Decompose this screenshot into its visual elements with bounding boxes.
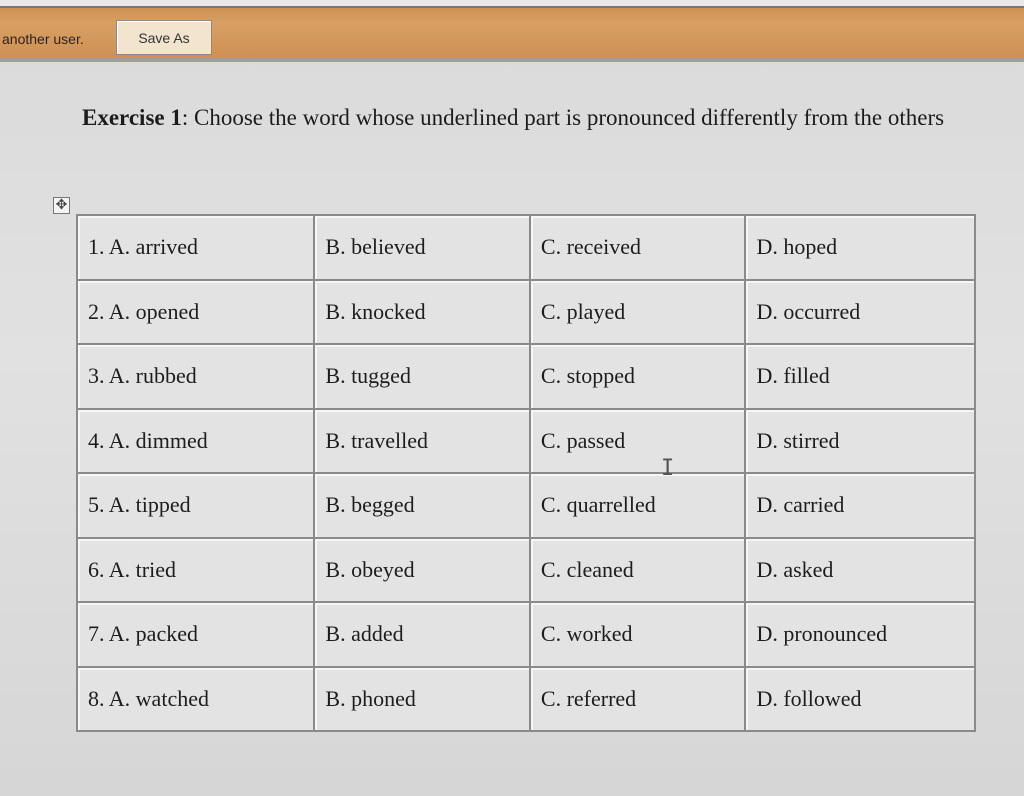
document-page[interactable] xyxy=(0,66,1024,796)
option-a-cell[interactable]: 2. A. opened xyxy=(77,280,314,345)
table-row xyxy=(77,409,975,474)
table-row xyxy=(77,473,975,538)
ribbon-edge xyxy=(0,0,1024,8)
notice-text: another user. xyxy=(2,31,84,47)
option-a-cell[interactable]: 6. A. tried xyxy=(77,538,314,603)
option-d-cell[interactable]: D. asked xyxy=(745,538,975,603)
text-cursor-icon: I xyxy=(661,456,675,481)
option-b-cell[interactable]: B. knocked xyxy=(314,280,530,345)
option-d-cell[interactable]: D. carried xyxy=(745,473,975,538)
option-b-cell[interactable]: B. tugged xyxy=(314,344,530,409)
option-c-cell[interactable]: C. quarrelled xyxy=(530,473,746,538)
option-c-cell[interactable]: C. referred xyxy=(530,667,746,732)
question-table xyxy=(76,214,976,732)
option-c-cell[interactable]: C. stopped xyxy=(530,344,746,409)
option-c-cell[interactable]: C. passed xyxy=(530,409,746,474)
option-d-cell[interactable]: D. filled xyxy=(745,344,975,409)
save-as-button[interactable]: Save As xyxy=(116,20,212,55)
option-b-cell[interactable]: B. phoned xyxy=(314,667,530,732)
table-row xyxy=(77,538,975,603)
exercise-label: Exercise 1 xyxy=(82,105,182,130)
option-a-cell[interactable]: 8. A. watched xyxy=(77,667,314,732)
option-c-cell[interactable]: C. worked xyxy=(530,602,746,667)
option-b-cell[interactable]: B. obeyed xyxy=(314,538,530,603)
option-b-cell[interactable]: B. travelled xyxy=(314,409,530,474)
option-b-cell[interactable]: B. begged xyxy=(314,473,530,538)
option-d-cell[interactable]: D. hoped xyxy=(745,215,975,280)
option-d-cell[interactable]: D. occurred xyxy=(745,280,975,345)
option-d-cell[interactable]: D. stirred xyxy=(745,409,975,474)
option-c-cell[interactable]: C. played xyxy=(530,280,746,345)
move-cross-icon[interactable]: ✥ xyxy=(53,197,70,214)
table-row xyxy=(77,602,975,667)
option-c-cell[interactable]: C. cleaned xyxy=(530,538,746,603)
table-row xyxy=(77,215,975,280)
option-a-cell[interactable]: 4. A. dimmed xyxy=(77,409,314,474)
table-row xyxy=(77,667,975,732)
option-d-cell[interactable]: D. followed xyxy=(745,667,975,732)
option-b-cell[interactable]: B. believed xyxy=(314,215,530,280)
option-a-cell[interactable]: 3. A. rubbed xyxy=(77,344,314,409)
exercise-title xyxy=(82,96,982,140)
table-row xyxy=(77,280,975,345)
option-d-cell[interactable]: D. pronounced xyxy=(745,602,975,667)
option-a-cell[interactable]: 1. A. arrived xyxy=(77,215,314,280)
table-row xyxy=(77,344,975,409)
editing-notification-bar xyxy=(0,0,1024,62)
option-c-cell[interactable]: C. received xyxy=(530,215,746,280)
exercise-instruction: : Choose the word whose underlined part is pronounced differently from the others xyxy=(181,105,945,130)
option-a-cell[interactable]: 7. A. packed xyxy=(77,602,314,667)
option-a-cell[interactable]: 5. A. tipped xyxy=(77,473,314,538)
option-b-cell[interactable]: B. added xyxy=(314,602,530,667)
